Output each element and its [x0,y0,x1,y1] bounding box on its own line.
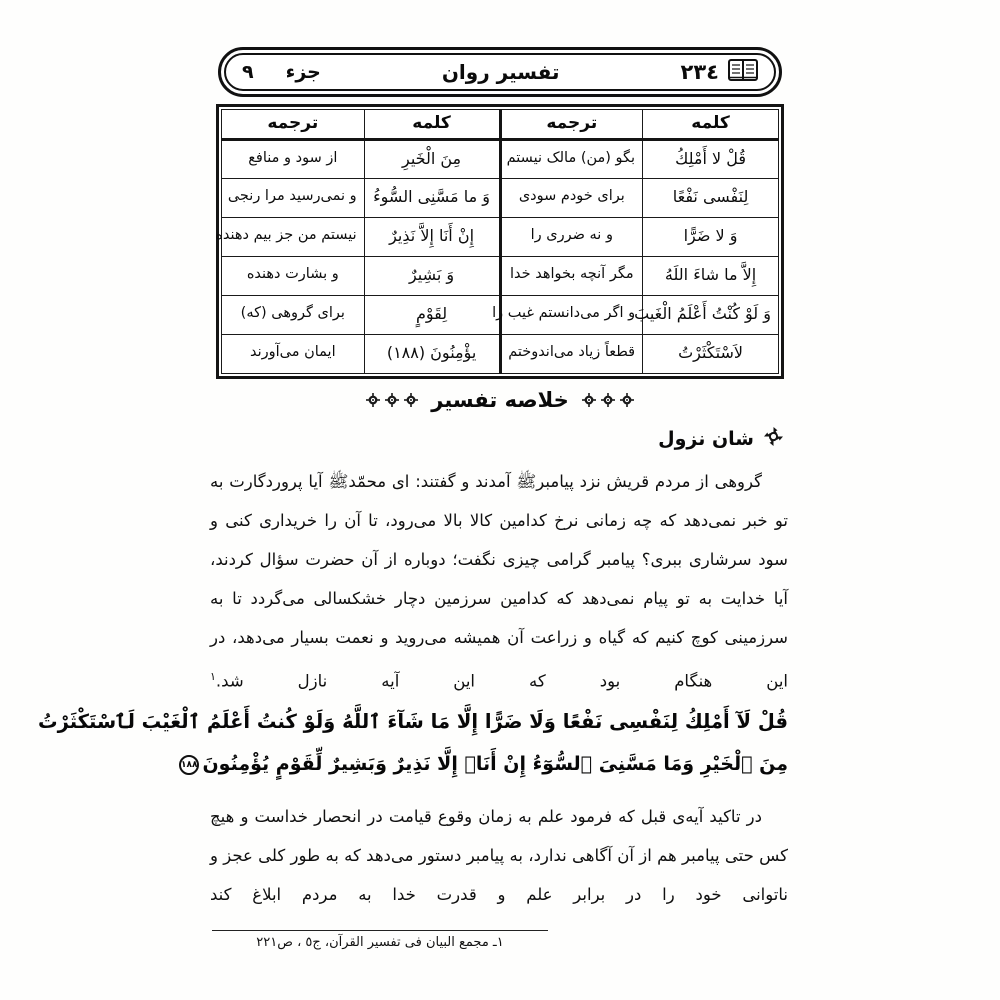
footnote-divider [212,930,548,931]
table-row [222,179,779,218]
cell-kalame-2: وَ ما مَسَّنِى السُّوءُ [364,179,500,218]
footnote [212,930,548,950]
flower-ornament-icon [366,393,380,407]
verse-line-2: مِنَ ٱلْخَيْرِ وَمَا مَسَّنِىَ ٱلسُّوٓءُ إِنْ أَنَا۠ إِلَّا نَذِيرٌ وَبَشِيرٌ لِّقَوْمٍ يُؤْمِنُونَ [202,753,788,775]
cell-tarjome-2: و نمی‌رسید مرا رنجی [222,179,365,218]
pinwheel-ornament-icon [763,426,784,451]
cell-kalame-1: لِنَفْسى نَفْعًا [643,179,779,218]
cell-tarjome-1: قطعاً زیاد می‌اندوختم [500,335,643,374]
header-inner-frame [224,53,776,91]
cell-tarjome-2: از سود و منافع [222,140,365,179]
cell-tarjome-1: برای خودم سودی [500,179,643,218]
subsection-title: شان نزول [658,427,754,450]
header-outer-frame [218,47,782,97]
table-header-row [222,110,779,140]
verse-line-1: قُلْ لَآ أَمْلِكُ لِنَفْسِى نَفْعًا وَلَا ضَرًّا إِلَّا مَا شَآءَ ٱللَّهُ وَلَوْ كُنتُ أَعْلَمُ ٱلْغَيْبَ لَٱسْتَكْثَرْتُ [37,710,788,733]
column-header-kalame-1: کلمه [643,110,779,140]
tafsir-summary-paragraph [210,797,788,914]
cell-tarjome-1: و اگر می‌دانستم غیب را [500,296,643,335]
cell-kalame-2: وَ بَشِيرٌ [364,257,500,296]
cell-kalame-1: قُلْ لا أَمْلِكُ [643,140,779,179]
cell-kalame-2: يؤْمِنُونَ (١٨٨) [364,335,500,374]
quran-verse-block [37,700,788,786]
table-row [222,218,779,257]
cell-kalame-2: مِنَ الْخَيرِ [364,140,500,179]
juz-indicator [242,61,321,83]
column-header-tarjome-1: ترجمه [500,110,643,140]
shan-nozul-paragraph [210,462,788,701]
word-translation-table-frame [216,104,784,379]
cell-tarjome-2: برای گروهی (که) [222,296,365,335]
word-translation-table [215,109,779,374]
section-title: خلاصه تفسیر [431,388,569,412]
subsection-heading-shan-nozul [658,426,784,451]
table-row [222,335,779,374]
flower-ornament-icon [582,393,596,407]
header-page-group [681,58,758,86]
column-header-kalame-2: کلمه [364,110,500,140]
cell-kalame-1: وَ لا ضَرًّا [643,218,779,257]
table-row [222,296,779,335]
open-book-icon [728,58,758,86]
juz-number: ٩ [242,61,254,83]
cell-tarjome-1: و نه ضرری را [500,218,643,257]
cell-tarjome-1: مگر آنچه بخواهد خدا [500,257,643,296]
juz-label: جزء [285,61,321,83]
table-row [222,257,779,296]
cell-tarjome-1: بگو (من) مالک نیستم [500,140,643,179]
flower-ornament-icon [601,393,615,407]
book-title: تفسیر روان [441,60,560,84]
ornament-group-right [582,393,634,407]
cell-tarjome-2: نیستم من جز بیم دهنده [222,218,365,257]
cell-kalame-2: إِنْ أَنَا إِلاَّ نَذِيرٌ [364,218,500,257]
section-heading-tafsir-summary [0,388,1000,412]
verse-line-2-wrapper [180,743,788,786]
cell-kalame-1: وَ لَوْ كُنْتُ أَعْلَمُ الْغَيبَ [643,296,779,335]
footnote-reference: ١ [210,670,216,683]
paragraph-2-text: در تاکید آیه‌ی قبل که فرمود علم به زمان وقوع قیامت در انحصار خداست و هیچ کس حتی پیامبر هم از آن آگاهی ندارد، به پیامبر دستور می‌دهد که به طور کلی عجز و ناتوانی خود را در برابر علم و قدرت خدا به مردم ابلاغ کند [210,807,788,904]
flower-ornament-icon [620,393,634,407]
ornament-group-left [366,393,418,407]
cell-kalame-1: إِلاَّ ما شاءَ اللَهُ [643,257,779,296]
table-row [222,140,779,179]
page-number: ٢٣٤ [680,60,719,84]
footnote-text: ١ـ مجمع البیان فی تفسیر القرآن، ج٥ ، ص٢٢١ [256,935,504,950]
page-header [218,47,782,97]
cell-kalame-2: لِقَوْمٍ [364,296,500,335]
paragraph-1-text: گروهی از مردم قریش نزد پیامبرﷺ آمدند و گفتند: ای محمّدﷺ آیا پروردگارت به تو خبر نمی‌دهد که چه زمانی نرخ کدامین کالا بالا می‌رود، تا آن را خریداری کنی و سود سرشاری ببری؟ پیامبر گرامی چیزی نگفت؛ دوباره از آن حضرت سؤال کردند، آیا خدایت به تو پیام نمی‌دهد که کدامین سرزمین دچار خشکسالی می‌گردد تا به سرزمینی کوچ کنیم که گیاه و زراعت آن همیشه می‌روید و نعمت بسیار می‌دهد، در این هنگام بود که این آیه نازل شد. [210,472,788,691]
cell-kalame-1: لاَسْتَكْثَرْتُ [643,335,779,374]
flower-ornament-icon [404,393,418,407]
column-header-tarjome-2: ترجمه [222,110,365,140]
flower-ornament-icon [385,393,399,407]
cell-tarjome-2: ایمان می‌آورند [222,335,365,374]
ayah-number-marker: ١٨٨ [179,755,199,775]
cell-tarjome-2: و بشارت دهنده [222,257,365,296]
